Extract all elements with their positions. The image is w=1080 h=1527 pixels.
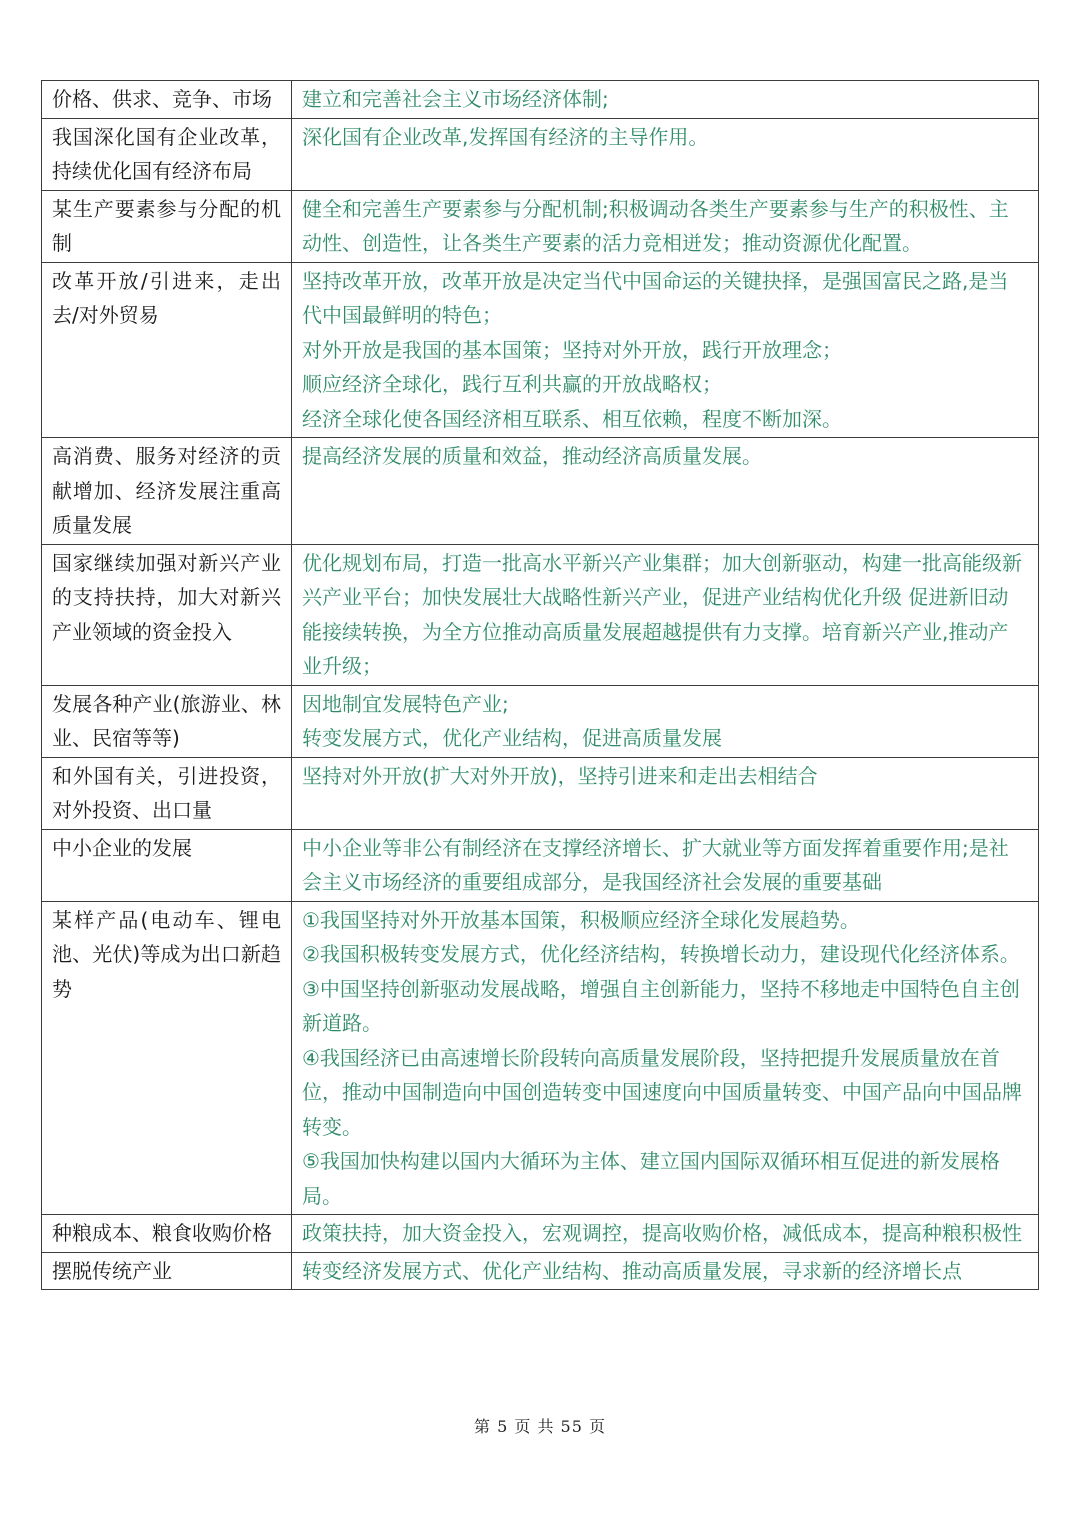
content-line: 对外开放是我国的基本国策；坚持对外开放，践行开放理念； bbox=[302, 337, 842, 362]
table-row bbox=[42, 1252, 1039, 1290]
table-row bbox=[42, 757, 1039, 829]
content-cell bbox=[292, 1252, 1039, 1290]
table-row bbox=[42, 901, 1039, 1215]
table-row bbox=[42, 685, 1039, 757]
topic-cell: 我国深化国有企业改革，持续优化国有经济布局 bbox=[42, 118, 292, 190]
topic-cell: 改革开放/引进来，走出去/对外贸易 bbox=[42, 262, 292, 438]
topic-cell: 某样产品(电动车、锂电池、光伏)等成为出口新趋势 bbox=[42, 901, 292, 1215]
content-line: 健全和完善生产要素参与分配机制;积极调动各类生产要素参与生产的积极性、主动性、创造性，让各类生产要素的活力竞相迸发；推动资源优化配置。 bbox=[302, 196, 1009, 255]
content-line: 优化规划布局，打造一批高水平新兴产业集群；加大创新驱动，构建一批高能级新兴产业平台；加快发展壮大战略性新兴产业，促进产业结构优化升级 促进新旧动能接续转换，为全方位推动高质量发展超越提供有力支撑。培育新兴产业,推动产业升级； bbox=[302, 550, 1022, 678]
content-line: 坚持改革开放，改革开放是决定当代中国命运的关键抉择，是强国富民之路,是当代中国最鲜明的特色； bbox=[302, 268, 1009, 327]
content-cell bbox=[292, 901, 1039, 1215]
table-row bbox=[42, 190, 1039, 262]
content-line: 坚持对外开放(扩大对外开放)，坚持引进来和走出去相结合 bbox=[302, 763, 818, 788]
content-line: 政策扶持，加大资金投入，宏观调控，提高收购价格，减低成本，提高种粮积极性 bbox=[302, 1221, 1022, 1245]
content-cell bbox=[292, 438, 1039, 545]
topic-cell: 价格、供求、竞争、市场 bbox=[42, 81, 292, 119]
page-footer: 第 5 页 共 55 页 bbox=[474, 1417, 606, 1436]
topic-cell: 发展各种产业(旅游业、林业、民宿等等) bbox=[42, 685, 292, 757]
content-cell bbox=[292, 757, 1039, 829]
table-row bbox=[42, 81, 1039, 119]
content-cell bbox=[292, 1215, 1039, 1253]
content-cell bbox=[292, 118, 1039, 190]
content-line: ④我国经济已由高速增长阶段转向高质量发展阶段，坚持把提升发展质量放在首位，推动中国制造向中国创造转变中国速度向中国质量转变、中国产品向中国品牌转变。 bbox=[302, 1045, 1022, 1139]
content-line: 转变经济发展方式、优化产业结构、推动高质量发展，寻求新的经济增长点 bbox=[302, 1258, 962, 1283]
content-line: ②我国积极转变发展方式，优化经济结构，转换增长动力，建设现代化经济体系。 bbox=[302, 942, 1020, 966]
topic-cell: 和外国有关，引进投资，对外投资、出口量 bbox=[42, 757, 292, 829]
table-row bbox=[42, 438, 1039, 545]
topic-cell: 种粮成本、粮食收购价格 bbox=[42, 1215, 292, 1253]
content-line: 因地制宜发展特色产业; bbox=[302, 691, 509, 716]
knowledge-table bbox=[41, 80, 1039, 1290]
topic-cell: 摆脱传统产业 bbox=[42, 1252, 292, 1290]
topic-cell: 某生产要素参与分配的机制 bbox=[42, 190, 292, 262]
content-cell bbox=[292, 190, 1039, 262]
table-row bbox=[42, 262, 1039, 438]
content-cell bbox=[292, 262, 1039, 438]
content-cell bbox=[292, 81, 1039, 119]
content-line: 提高经济发展的质量和效益，推动经济高质量发展。 bbox=[302, 444, 762, 468]
topic-cell: 国家继续加强对新兴产业的支持扶持，加大对新兴产业领域的资金投入 bbox=[42, 544, 292, 685]
content-cell bbox=[292, 685, 1039, 757]
content-cell bbox=[292, 544, 1039, 685]
table-row bbox=[42, 544, 1039, 685]
content-line: 经济全球化使各国经济相互联系、相互依赖，程度不断加深。 bbox=[302, 406, 842, 431]
table-row bbox=[42, 1215, 1039, 1253]
content-line: ③中国坚持创新驱动发展战略，增强自主创新能力，坚持不移地走中国特色自主创新道路。 bbox=[302, 976, 1020, 1035]
topic-cell: 高消费、服务对经济的贡献增加、经济发展注重高质量发展 bbox=[42, 438, 292, 545]
content-cell bbox=[292, 829, 1039, 901]
content-line: 中小企业等非公有制经济在支撑经济增长、扩大就业等方面发挥着重要作用;是社会主义市场经济的重要组成部分，是我国经济社会发展的重要基础 bbox=[302, 835, 1009, 894]
content-line: 建立和完善社会主义市场经济体制; bbox=[302, 87, 609, 111]
content-line: ⑤我国加快构建以国内大循环为主体、建立国内国际双循环相互促进的新发展格局。 bbox=[302, 1149, 1000, 1208]
content-line: 顺应经济全球化，践行互利共赢的开放战略权； bbox=[302, 372, 722, 396]
table-row bbox=[42, 829, 1039, 901]
table-body bbox=[42, 81, 1039, 1290]
table-row bbox=[42, 118, 1039, 190]
topic-cell: 中小企业的发展 bbox=[42, 829, 292, 901]
content-line: 深化国有企业改革,发挥国有经济的主导作用。 bbox=[302, 124, 709, 149]
content-line: 转变发展方式，优化产业结构，促进高质量发展 bbox=[302, 726, 722, 750]
content-line: ①我国坚持对外开放基本国策，积极顺应经济全球化发展趋势。 bbox=[302, 907, 860, 932]
